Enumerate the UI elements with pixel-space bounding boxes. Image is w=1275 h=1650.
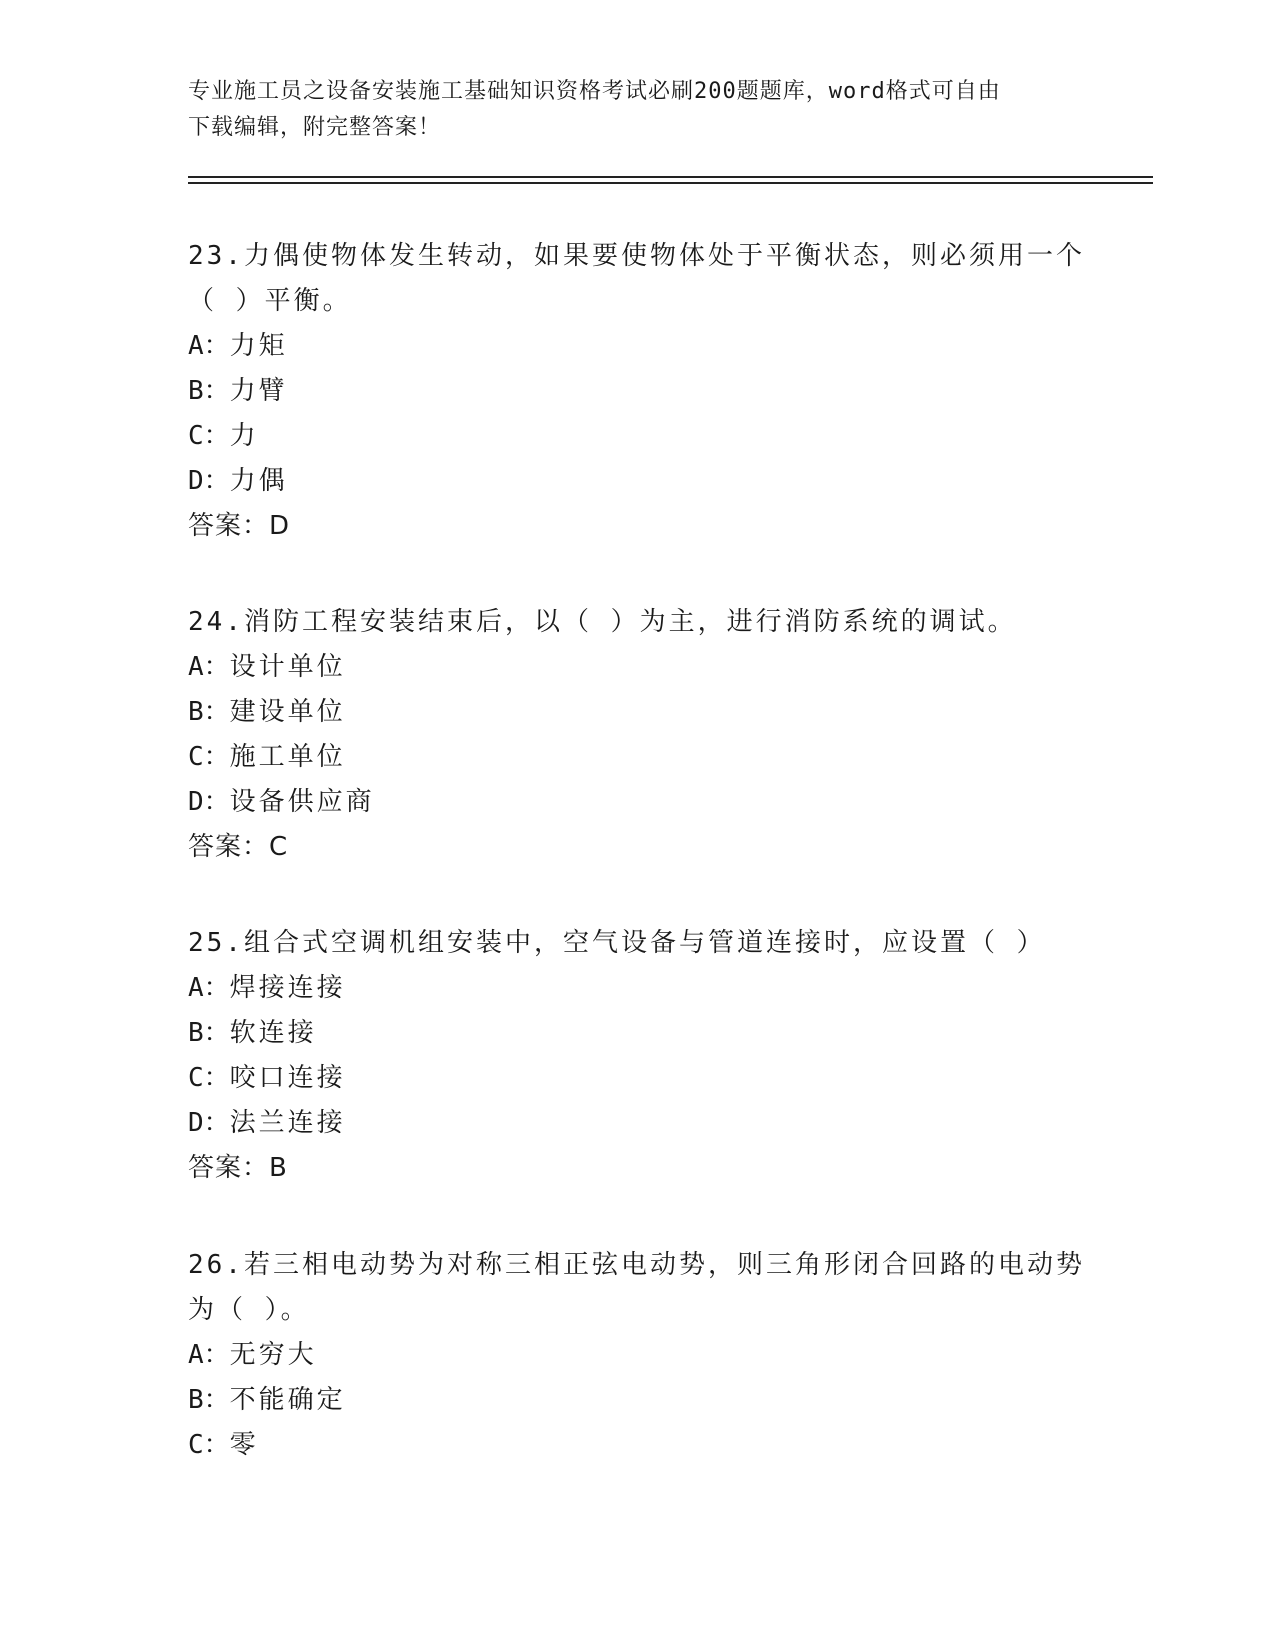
option-key: A： bbox=[188, 331, 230, 361]
question-26 bbox=[188, 1243, 1088, 1468]
option-key: D： bbox=[188, 1108, 230, 1138]
option-key: A： bbox=[188, 973, 230, 1003]
option-key: B： bbox=[188, 1018, 230, 1048]
option-c bbox=[188, 1056, 1088, 1101]
option-c bbox=[188, 1423, 1088, 1468]
option-a bbox=[188, 1333, 1088, 1378]
option-text: 零 bbox=[229, 1430, 259, 1460]
header-line-2: 下载编辑，附完整答案！ bbox=[188, 115, 442, 140]
option-a bbox=[188, 966, 1088, 1011]
question-23 bbox=[188, 234, 1088, 549]
option-text: 不能确定 bbox=[229, 1385, 346, 1415]
option-key: C： bbox=[188, 742, 230, 772]
option-key: C： bbox=[188, 421, 230, 451]
question-stem-line-1: 26.若三相电动势为对称三相正弦电动势，则三角形闭合回路的电动势 bbox=[188, 1250, 1085, 1280]
option-c bbox=[188, 735, 1088, 780]
option-text: 力矩 bbox=[229, 331, 288, 361]
option-text: 建设单位 bbox=[229, 697, 346, 727]
answer-line: 答案：B bbox=[188, 1153, 288, 1183]
option-key: D： bbox=[188, 466, 230, 496]
option-a bbox=[188, 324, 1088, 369]
header-divider-top bbox=[188, 176, 1153, 178]
option-key: D： bbox=[188, 787, 230, 817]
question-stem-line-2: （ ）平衡。 bbox=[188, 286, 352, 316]
answer-line: 答案：D bbox=[188, 511, 291, 541]
option-key: B： bbox=[188, 1385, 230, 1415]
option-text: 力臂 bbox=[229, 376, 288, 406]
option-key: B： bbox=[188, 697, 230, 727]
option-text: 无穷大 bbox=[229, 1340, 317, 1370]
option-b bbox=[188, 369, 1088, 414]
option-key: A： bbox=[188, 652, 230, 682]
option-c bbox=[188, 414, 1088, 459]
option-a bbox=[188, 645, 1088, 690]
option-key: B： bbox=[188, 376, 230, 406]
option-text: 力 bbox=[229, 421, 259, 451]
option-text: 法兰连接 bbox=[229, 1108, 346, 1138]
option-key: A： bbox=[188, 1340, 230, 1370]
option-d bbox=[188, 1101, 1088, 1146]
option-d bbox=[188, 780, 1088, 825]
option-b bbox=[188, 690, 1088, 735]
option-text: 设计单位 bbox=[229, 652, 346, 682]
option-d bbox=[188, 459, 1088, 504]
option-text: 咬口连接 bbox=[229, 1063, 346, 1093]
answer-line: 答案：C bbox=[188, 832, 289, 862]
question-stem-line-1: 23.力偶使物体发生转动，如果要使物体处于平衡状态，则必须用一个 bbox=[188, 241, 1085, 271]
option-key: C： bbox=[188, 1063, 230, 1093]
question-24 bbox=[188, 600, 1088, 870]
header-line-1: 专业施工员之设备安装施工基础知识资格考试必刷200题题库，word格式可自由 bbox=[188, 79, 1001, 104]
option-text: 焊接连接 bbox=[229, 973, 346, 1003]
option-text: 软连接 bbox=[229, 1018, 317, 1048]
option-b bbox=[188, 1011, 1088, 1056]
option-text: 力偶 bbox=[229, 466, 288, 496]
option-text: 施工单位 bbox=[229, 742, 346, 772]
question-stem-line-2: 为（ ）。 bbox=[188, 1295, 310, 1325]
question-stem-line-1: 25.组合式空调机组安装中，空气设备与管道连接时，应设置（ ） bbox=[188, 928, 1046, 958]
question-25 bbox=[188, 921, 1088, 1191]
document-header bbox=[188, 74, 1088, 146]
question-stem-line-1: 24.消防工程安装结束后，以（ ）为主，进行消防系统的调试。 bbox=[188, 607, 1017, 637]
option-text: 设备供应商 bbox=[229, 787, 375, 817]
option-key: C： bbox=[188, 1430, 230, 1460]
option-b bbox=[188, 1378, 1088, 1423]
header-divider-bottom bbox=[188, 182, 1153, 184]
